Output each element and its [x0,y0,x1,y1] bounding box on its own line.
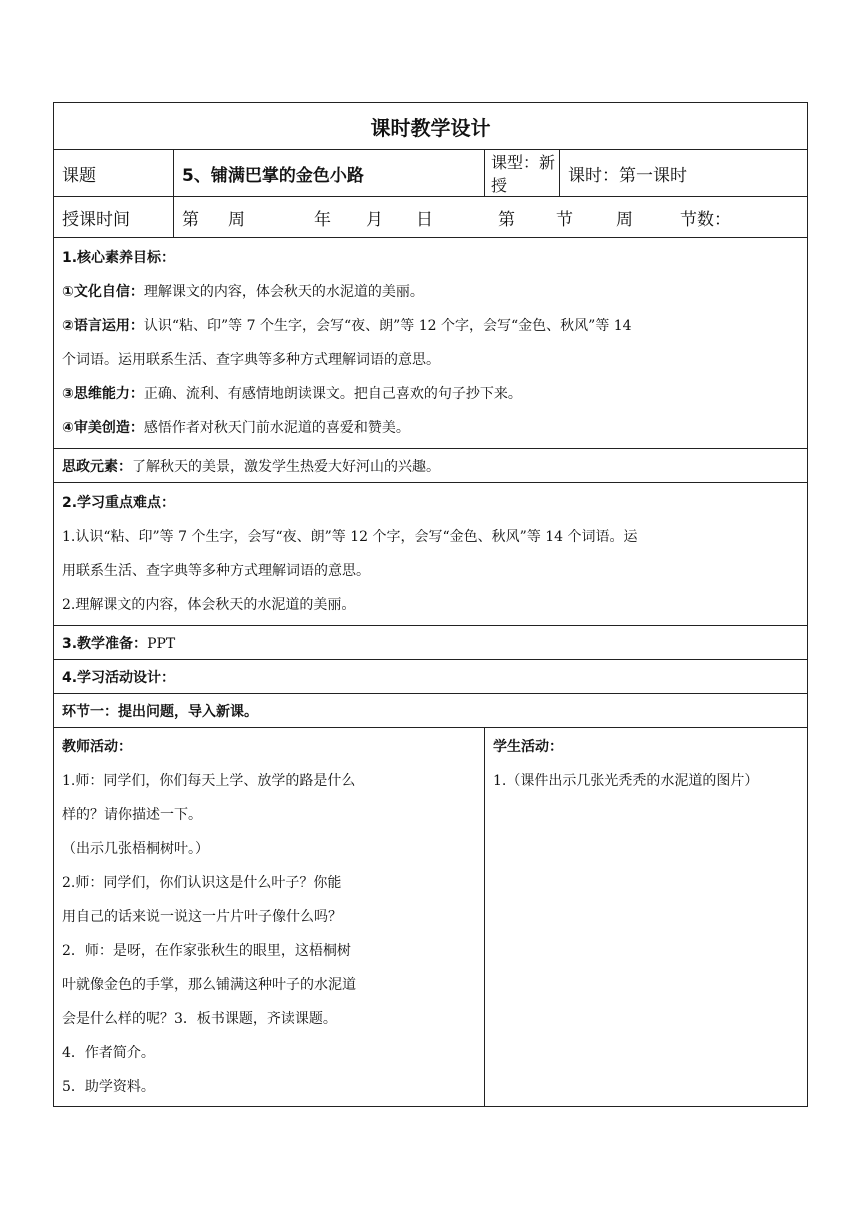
teacher-line: 用自己的话来说一说这一片片叶子像什么吗？ [62,909,342,925]
objective-item [62,309,799,343]
time-part-year: 年 [314,209,331,230]
teacher-line: 会是什么样的呢？3．板书课题，齐读课题。 [62,1011,337,1027]
objective-label: ③思维能力： [62,386,144,402]
objective-text: 个词语。运用联系生活、查字典等多种方式理解词语的意思。 [62,352,440,368]
prep-row [54,626,808,660]
student-activities [485,728,808,1107]
time-part-count: 节数： [680,209,731,230]
objective-item [62,343,799,377]
key-point-line: 2.理解课文的内容，体会秋天的水泥道的美丽。 [62,597,356,613]
time-part-week: 周 [228,209,245,230]
time-part-month: 月 [366,209,383,230]
document-title: 课时教学设计 [54,103,808,150]
objective-text: 感悟作者对秋天门前水泥道的喜爱和赞美。 [143,420,410,436]
time-fields [174,197,808,238]
teacher-line: 1.师：同学们，你们每天上学、放学的路是什么 [62,773,356,789]
teacher-line: 样的？请你描述一下。 [62,807,202,823]
time-part-week-no: 第 [182,209,199,230]
teacher-activities [54,728,485,1107]
objective-item [62,377,799,411]
teacher-line: 4．作者简介。 [62,1045,155,1061]
lesson-period: 课时：第一课时 [560,150,808,197]
objective-label: ②语言运用： [62,318,144,334]
teacher-line: 2．师：是呀，在作家张秋生的眼里，这梧桐树 [62,943,351,959]
teacher-heading: 教师活动： [62,739,132,755]
teacher-line: （出示几张梧桐树叶。） [62,841,209,857]
prep-text: PPT [147,635,176,652]
objective-text: 正确、流利、有感情地朗读课文。把自己喜欢的句子抄下来。 [143,386,522,402]
objective-item [62,411,799,445]
time-part-section-no: 第 [498,209,515,230]
ideology-text: 了解秋天的美景，激发学生热爱大好河山的兴趣。 [132,458,440,475]
objective-label: ①文化自信： [62,284,144,300]
teacher-line: 2.师：同学们，你们认识这是什么叶子？你能 [62,875,342,891]
lesson-plan-sheet [53,102,807,1107]
time-part-day: 日 [416,209,433,230]
topic-value: 5、铺满巴掌的金色小路 [174,150,485,197]
ideology-row [54,449,808,483]
key-points-section [54,483,808,626]
objective-item [62,275,799,309]
time-part-weekday: 周 [616,209,633,230]
objective-label: ④审美创造： [62,420,144,436]
topic-label: 课题 [54,150,174,197]
stage-one-heading: 环节一：提出问题，导入新课。 [54,694,808,728]
time-label: 授课时间 [54,197,174,238]
objectives-heading: 1.核心素养目标： [62,250,176,266]
objective-text: 认识“粘、印”等 7 个生字，会写“夜、朗”等 12 个字，会写“金色、秋风”等 14 [143,318,632,334]
key-points-heading: 2.学习重点难点： [62,495,176,511]
student-line: 1.（课件出示几张光秃秃的水泥道的图片） [493,773,759,789]
lesson-type: 课型：新授 [485,150,560,197]
objectives-section [54,238,808,449]
prep-label: 3.教学准备： [62,635,148,652]
ideology-label: 思政元素： [62,458,132,475]
key-point-line: 1.认识“粘、印”等 7 个生字，会写“夜、朗”等 12 个字，会写“金色、秋风”等 14 个词语。运 [62,529,638,545]
lesson-plan-table [53,102,808,1107]
time-part-section: 节 [556,209,573,230]
objective-text: 理解课文的内容，体会秋天的水泥道的美丽。 [143,284,424,300]
teacher-line: 5．助学资料。 [62,1079,155,1095]
teacher-line: 叶就像金色的手掌，那么铺满这种叶子的水泥道 [62,977,356,993]
student-heading: 学生活动： [493,739,563,755]
key-point-line: 用联系生活、查字典等多种方式理解词语的意思。 [62,563,370,579]
activities-heading: 4.学习活动设计： [54,660,808,694]
